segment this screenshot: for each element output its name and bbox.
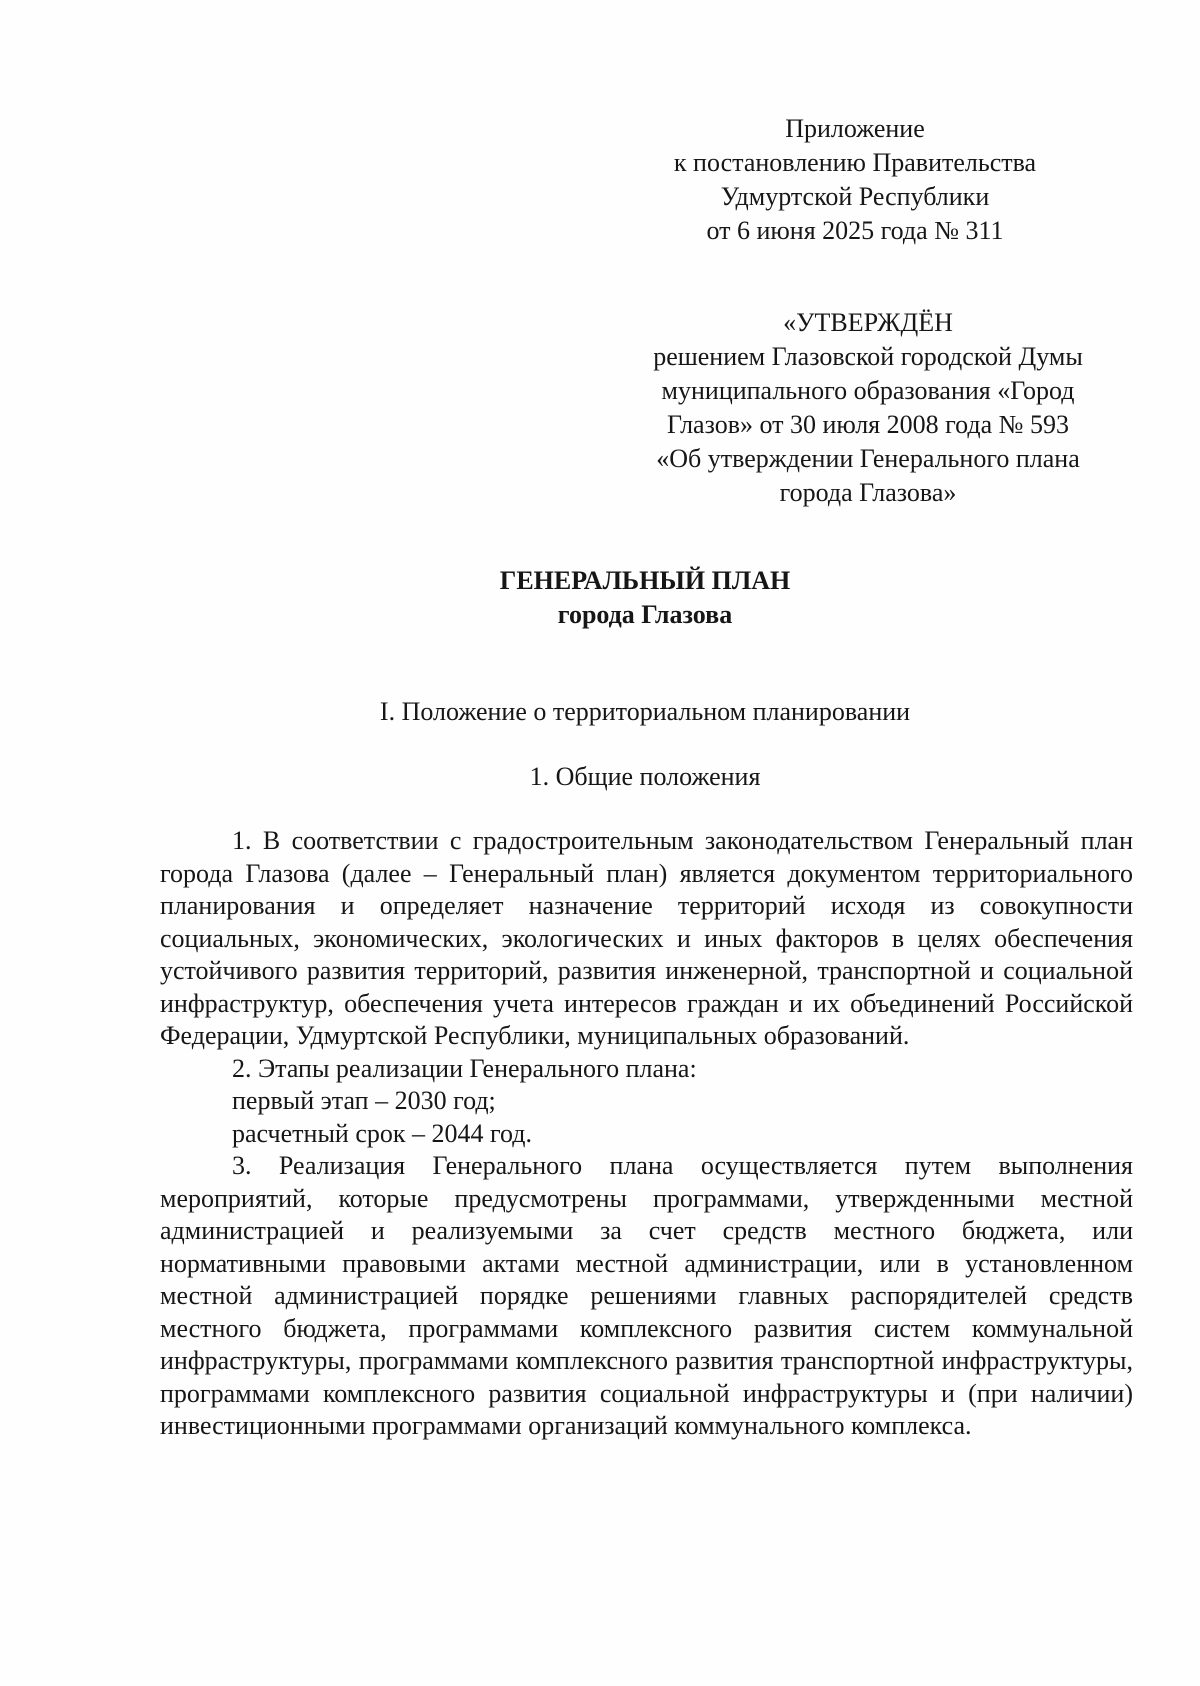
appendix-line-2: к постановлению Правительства [673, 148, 1037, 177]
approval-line-1: «УТВЕРЖДЁН [783, 308, 953, 337]
paragraph-3: 3. Реализация Генерального плана осуществляется путем выполнения мероприятий, которые предусмотрены программами, утвержденными местной администрацией и реализуемыми за счет средств местного бюджета, или нормативными правовыми актами местной администрации, или в установленном местной администрацией порядке решениями главных распорядителей средств местного бюджета, программами комплексного развития систем коммунальной инфраструктуры, программами комплексного развития транспортной инфраструктуры, программами комплексного развития социальной инфраструктуры и (при наличии) инвестиционными программами организаций коммунального комплекса. [160, 1151, 1133, 1440]
subsection-heading: 1. Общие положения [529, 762, 761, 791]
stage-first: первый этап – 2030 год; [232, 1086, 496, 1115]
approval-line-3: муниципального образования «Город [661, 376, 1075, 405]
appendix-line-3: Удмуртской Республики [720, 182, 990, 211]
title-main: ГЕНЕРАЛЬНЫЙ ПЛАН [499, 566, 791, 595]
appendix-line-1: Приложение [785, 114, 925, 143]
body-text [160, 825, 1133, 1443]
title-sub: города Глазова [557, 600, 733, 629]
appendix-line-4: от 6 июня 2025 года № 311 [706, 216, 1004, 245]
paragraph-2: 2. Этапы реализации Генерального плана: [232, 1053, 697, 1083]
paragraph-1: 1. В соответствии с градостроительным законодательством Генеральный план города Глазова (далее – Генеральный план) является документом территориального планирования и определяет назначение территорий исходя из совокупности социальных, экономических, экологических и иных факторов в целях обеспечения устойчивого развития территорий, развития инженерной, транспортной и социальной инфраструктур, обеспечения учета интересов граждан и их объединений Российской Федерации, Удмуртской Республики, муниципальных образований. [160, 826, 1133, 1050]
section-heading: I. Положение о территориальном планировании [379, 697, 911, 726]
approval-line-2: решением Глазовской городской Думы [653, 342, 1083, 371]
stage-final: расчетный срок – 2044 год. [232, 1118, 533, 1148]
appendix-block [640, 112, 1070, 248]
approval-block [617, 306, 1119, 510]
document-title [0, 564, 1200, 632]
approval-line-4: Глазов» от 30 июля 2008 года № 593 [667, 410, 1069, 439]
approval-line-6: города Глазова» [779, 478, 957, 507]
approval-line-5: «Об утверждении Генерального плана [656, 444, 1080, 473]
